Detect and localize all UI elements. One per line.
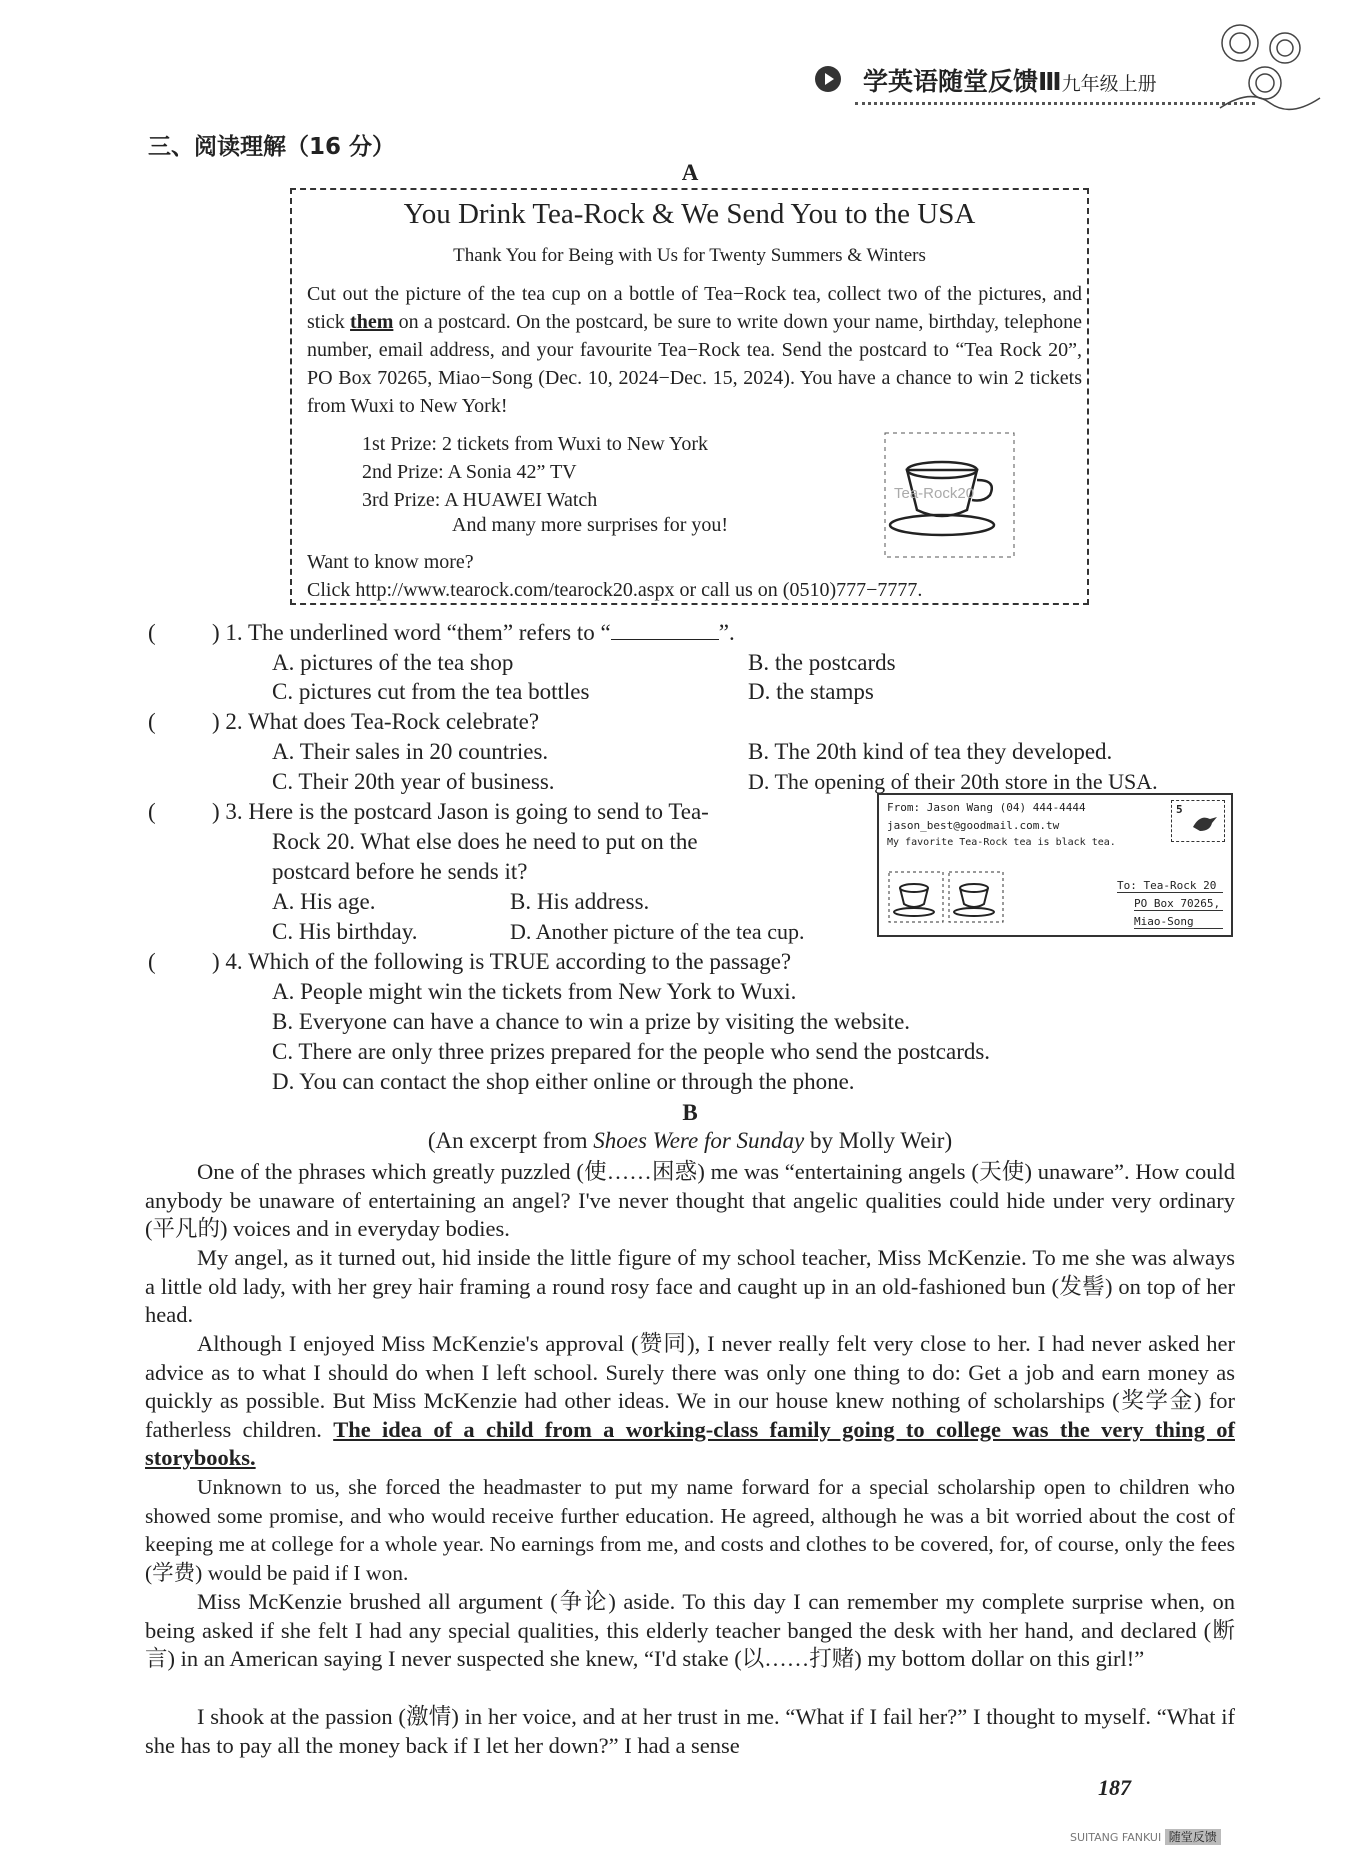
question-2: ) 2. What does Tea-Rock celebrate? bbox=[212, 709, 540, 734]
underlined-word: them bbox=[350, 311, 394, 333]
paragraph-1: One of the phrases which greatly puzzled (使……困惑) me was “entertaining angels (天使) unaware”. How could anybody be unaware of entertaining an angel? I've never thought that angelic qualities could hide under very ordinary (平凡的) voices and in everyday bodies. bbox=[145, 1159, 1235, 1241]
postcard-illustration: From: Jason Wang (04) 444-4444 jason_best@goodmail.com.tw My favorite Tea-Rock tea is black tea. 5 To: Tea-Rock 20 PO Box 70265, Miao-Song bbox=[877, 793, 1233, 937]
section-title: 三、阅读理解（16 分） bbox=[148, 134, 396, 160]
stamp: 5 bbox=[1171, 800, 1225, 842]
underlined-sentence: The idea of a child from a working-class family going to college was the very thing of storybooks. bbox=[145, 1416, 1235, 1470]
q1-option-c: C. pictures cut from the tea bottles bbox=[272, 679, 590, 704]
q4-option-c: C. There are only three prizes prepared for the people who send the postcards. bbox=[272, 1039, 991, 1064]
q3-option-c: C. His birthday. bbox=[272, 919, 418, 944]
q3-option-a: A. His age. bbox=[272, 889, 376, 914]
advertisement-box bbox=[290, 188, 1089, 605]
page-number: 187 bbox=[1098, 1775, 1131, 1800]
q2-option-d: D. The opening of their 20th store in the USA. bbox=[748, 769, 1158, 794]
paragraph-6: I shook at the passion (激情) in her voice, and at her trust in me. “What if I fail her?” I thought to myself. “What if she has to pay all the money back if I let her down?” I had a sense bbox=[145, 1704, 1235, 1758]
cup-watermark: Tea-Rock20 bbox=[894, 485, 975, 502]
ad-subhead: Thank You for Being with Us for Twenty Summers & Winters bbox=[453, 245, 926, 266]
q2-option-b: B. The 20th kind of tea they developed. bbox=[748, 739, 1113, 764]
page-header bbox=[815, 60, 1255, 110]
prize-2: 2nd Prize: A Sonia 42” TV bbox=[362, 461, 577, 483]
stuck-cup-pictures-icon bbox=[887, 870, 1007, 925]
q2-option-c: C. Their 20th year of business. bbox=[272, 769, 555, 794]
ad-body: Cut out the picture of the tea cup on a bottle of Tea−Rock tea, collect two of the pictures, and stick them on a postcard. On the postcard, be sure to write down your name, birthday, telephone number, email address, and your favourite Tea−Rock tea. Send the postcard to “Tea Rock 20”, PO Box 70265, Miao−Song (Dec. 10, 2024−Dec. 15, 2024). You have a chance to win 2 tickets from Wuxi to New York! bbox=[307, 283, 1082, 417]
ad-headline: You Drink Tea-Rock & We Send You to the USA bbox=[403, 198, 976, 230]
book-title: 学英语随堂反馈Ⅲ九年级上册 bbox=[863, 67, 1157, 96]
paragraph-3: Although I enjoyed Miss McKenzie's approval (赞同), I never really felt very close to her. I had never asked her advice as to what I should do when I left school. Surely there was only one thing to do: Get a job and earn money as quickly as possible. But Miss McKenzie had other ideas. We in our house knew nothing of scholarships (奖学金) for fatherless children. The idea of a child from a working-class family going to college was the very thing of storybooks. bbox=[145, 1331, 1235, 1470]
tea-cup-icon bbox=[882, 430, 1017, 560]
ad-contact: Want to know more? Click http://www.tearock.com/tearock20.aspx or call us on (0510)777−7777. bbox=[307, 551, 923, 601]
header-divider bbox=[855, 102, 1255, 105]
question-1: ) 1. The underlined word “them” refers to “ ”. bbox=[212, 620, 735, 645]
excerpt-source: (An excerpt from Shoes Were for Sunday by Molly Weir) bbox=[427, 1128, 953, 1153]
q3-option-d: D. Another picture of the tea cup. bbox=[510, 919, 805, 944]
question-3-line-2: Rock 20. What else does he need to put on the bbox=[272, 829, 698, 854]
q3-option-b: B. His address. bbox=[510, 889, 650, 914]
footer-brand: SUITANG FANKUI 随堂反馈 bbox=[1070, 1828, 1221, 1845]
part-b-label: B bbox=[682, 1100, 698, 1125]
flower-decoration-icon bbox=[1210, 18, 1330, 118]
q1-option-d: D. the stamps bbox=[748, 679, 874, 704]
q4-option-a: A. People might win the tickets from New York to Wuxi. bbox=[272, 979, 797, 1004]
prize-list bbox=[362, 430, 708, 514]
bird-icon bbox=[1190, 809, 1220, 837]
question-4: ) 4. Which of the following is TRUE according to the passage? bbox=[212, 949, 792, 974]
paragraph-2: My angel, as it turned out, hid inside the little figure of my school teacher, Miss McKenzie. To me she was always a little old lady, with her grey hair framing a round rosy face and caught up in an old-fashioned bun (发髻) on top of her head. bbox=[145, 1245, 1235, 1327]
prize-1: 1st Prize: 2 tickets from Wuxi to New York bbox=[362, 433, 709, 455]
question-3-line-1: ) 3. Here is the postcard Jason is going to send to Tea- bbox=[212, 799, 709, 824]
answer-blank bbox=[611, 639, 719, 640]
q1-option-b: B. the postcards bbox=[748, 650, 896, 675]
q4-option-d: D. You can contact the shop either online or through the phone. bbox=[272, 1069, 855, 1094]
paragraph-5: Miss McKenzie brushed all argument (争论) aside. To this day I can remember my complete surprise when, on being asked if she felt I had any special qualities, this elderly teacher banged the desk with her hand, and declared (断言) in an American saying I never suspected she knew, “I'd stake (以……打赌) my bottom dollar on this girl!” bbox=[145, 1589, 1235, 1671]
q1-option-a: A. pictures of the tea shop bbox=[272, 650, 514, 675]
q4-option-b: B. Everyone can have a chance to win a prize by visiting the website. bbox=[272, 1009, 911, 1034]
play-icon bbox=[815, 66, 841, 92]
part-a-label: A bbox=[681, 160, 699, 185]
paragraph-4: Unknown to us, she forced the headmaster to put my name forward for a special scholarship open to children who showed some promise, and who would receive further education. He agreed, although he was a bit worried about the cost of keeping me at college for a whole year. No earnings from me, and costs and clothes to be covered, for, of course, only the fees (学费) would be paid if I won. bbox=[145, 1475, 1235, 1585]
ad-more: And many more surprises for you! bbox=[452, 514, 729, 536]
q2-option-a: A. Their sales in 20 countries. bbox=[272, 739, 549, 764]
question-3-line-3: postcard before he sends it? bbox=[272, 859, 528, 884]
prize-3: 3rd Prize: A HUAWEI Watch bbox=[362, 489, 598, 511]
